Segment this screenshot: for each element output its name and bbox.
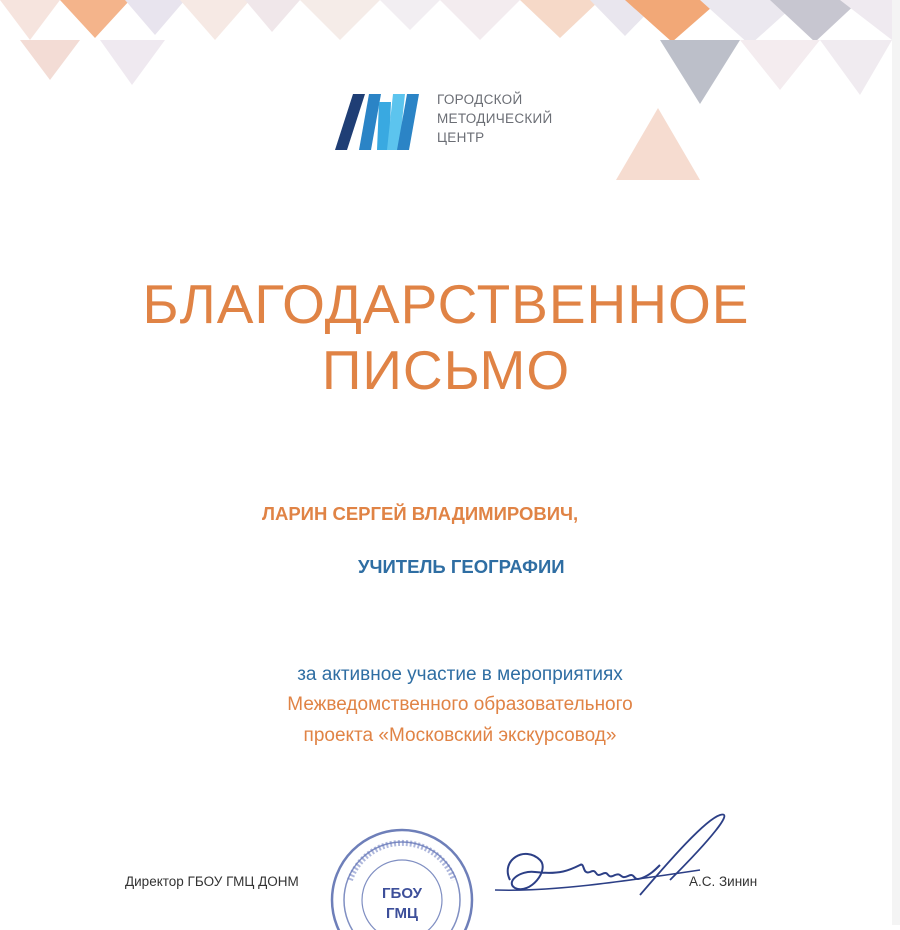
stamp-line-2: ГМЦ	[386, 905, 418, 922]
recipient-name: ЛАРИН СЕРГЕЙ ВЛАДИМИРОВИЧ,	[262, 503, 579, 524]
reason-line-1: за активное участие в мероприятиях	[297, 664, 623, 685]
title-line-1: БЛАГОДАРСТВЕННОЕ	[142, 273, 750, 335]
logo	[335, 88, 575, 154]
logo-line-2: МЕТОДИЧЕСКИЙ	[437, 111, 553, 126]
logo-text	[437, 90, 553, 147]
signer-name: А.С. Зинин	[689, 874, 758, 889]
reason-line-3: проекта «Московский экскурсовод»	[303, 725, 617, 746]
logo-line-3: ЦЕНТР	[437, 130, 485, 145]
title-line-2: ПИСЬМО	[321, 339, 571, 401]
director-label: Директор ГБОУ ГМЦ ДОНМ	[125, 874, 299, 889]
stamp-line-1: ГБОУ	[382, 885, 422, 902]
official-stamp	[330, 810, 480, 930]
logo-line-1: ГОРОДСКОЙ	[437, 92, 523, 107]
logo-mark-icon	[335, 92, 431, 152]
signature	[470, 800, 750, 925]
page-edge	[892, 0, 900, 925]
recipient-position: УЧИТЕЛЬ ГЕОГРАФИИ	[358, 556, 565, 577]
reason-line-2: Межведомственного образовательного	[287, 694, 633, 715]
